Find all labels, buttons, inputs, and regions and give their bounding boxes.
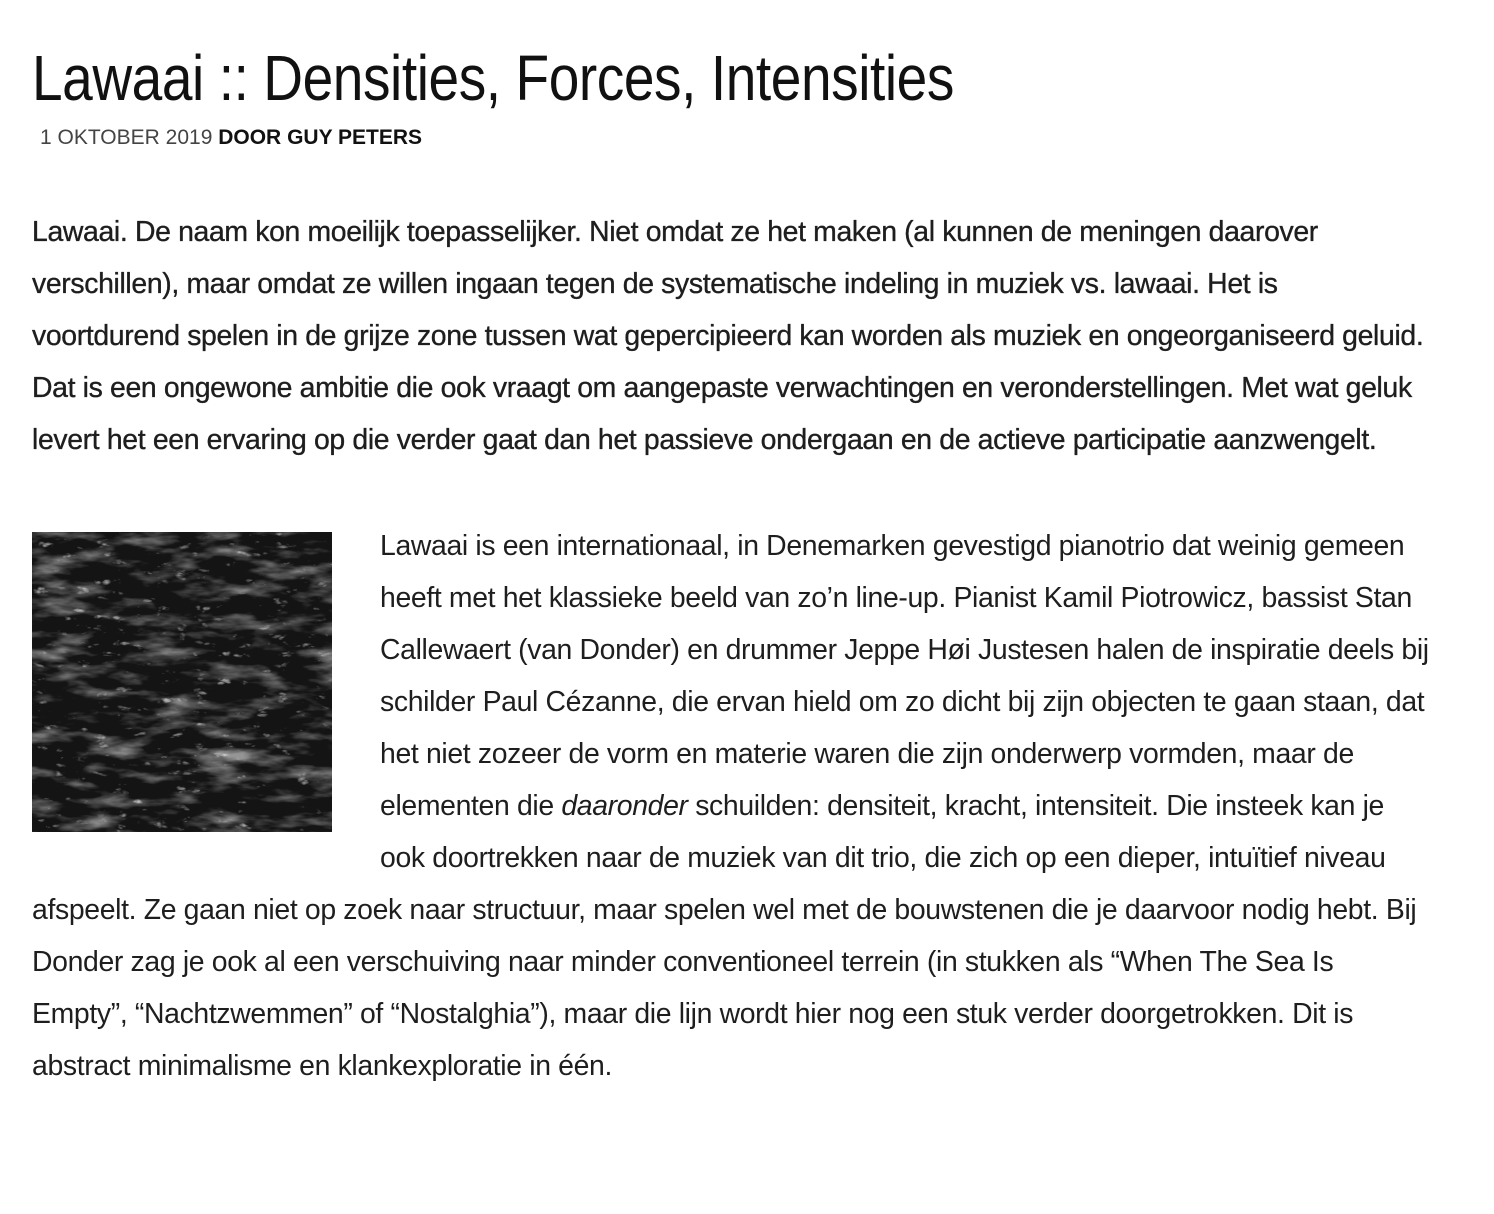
body-emphasis: daaronder [561,790,688,822]
author-prefix: DOOR [218,126,282,149]
lead-paragraph: Lawaai. De naam kon moeilijk toepasselijker. Niet omdat ze het maken (al kunnen de meningen daarover verschillen), maar omdat ze willen ingaan tegen de systematische indeling in muziek vs. lawaai. Het is voortdurend spelen in de grijze zone tussen wat gepercipieerd kan worden als muziek en ongeorganiseerd geluid. Dat is een ongewone ambitie die ook vraagt om aangepaste verwachtingen en veronderstellingen. Met wat geluk levert het een ervaring op die verder gaat dan het passieve ondergaan en de actieve participatie aanzwengelt. [32,216,1424,456]
body-text-part2: schuilden: densiteit, kracht, intensiteit. Die insteek kan je ook doortrekken naar de muziek van dit trio, die zich op een dieper, intuïtief niveau afspeelt. Ze gaan niet op zoek naar structuur, maar spelen wel met de bouwstenen die je daarvoor nodig hebt. Bij Donder zag je ook al een verschuiving naar minder conventioneel terrein (in stukken als “When The Sea Is Empty”, “Nachtzwemmen” of “Nostalghia”), maar die lijn wordt hier nog een stuk verder doorgetrokken. Dit is abstract minimalisme en klankexploratie in één. [32,790,1417,1082]
author-link[interactable]: GUY PETERS [287,126,423,149]
page-title: Lawaai :: Densities, Forces, Intensities [32,42,954,114]
body-text-part1: Lawaai is een internationaal, in Denemarken gevestigd pianotrio dat weinig gemeen heeft met het klassieke beeld van zo’n line-up. Pianist Kamil Piotrowicz, bassist Stan Callewaert (van Donder) en drummer Jeppe Høi Justesen halen de inspiratie deels bij schilder Paul Cézanne, die ervan hield om zo dicht bij zijn objecten te gaan staan, dat het niet zozeer de vorm en materie waren die zijn onderwerp vormden, maar de elementen die [380,530,1429,822]
post-date[interactable]: 1 OKTOBER 2019 [40,126,213,149]
album-cover-image[interactable] [32,532,332,832]
body-paragraph [32,520,1432,1092]
post-meta [32,124,1432,152]
